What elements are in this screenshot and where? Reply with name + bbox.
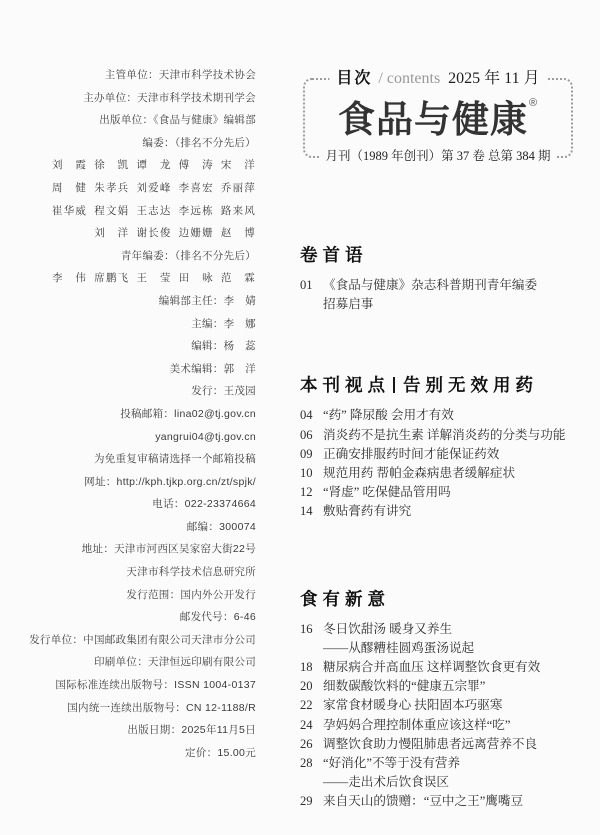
- editorial-board-names-row-2: 周 健 朱孝兵 刘爱峰 李喜宏 乔丽萍: [52, 181, 256, 194]
- editorial-board-label: 编委：（排名不分先后）: [142, 136, 256, 149]
- postal-subscription-code-line: 邮发代号：6-46: [179, 611, 256, 624]
- youth-board-label: 青年编委：（排名不分先后）: [120, 249, 256, 262]
- distribution-person-line: 发行：王茂园: [191, 385, 256, 398]
- page-number: 20: [300, 679, 313, 694]
- toc-section-food-ideas: [300, 586, 578, 812]
- issn-line: 国际标准连续出版物号：ISSN 1004-0137: [55, 679, 256, 692]
- submission-note-line: 为免重复审稿请选择一个邮箱投稿: [94, 453, 256, 466]
- phone-line: 电话：022-23374664: [152, 498, 256, 511]
- editorial-director-line: 编辑部主任：李 婧: [158, 294, 256, 307]
- article-title: “肾虚” 吃保健品管用吗: [323, 485, 451, 500]
- article-title: 糖尿病合并高血压 这样调整饮食更有效: [323, 660, 541, 675]
- editor-line: 编辑：杨 蕊: [191, 340, 256, 353]
- issue-date: 2025 年 11 月: [448, 70, 540, 87]
- masthead-issue-line: [329, 69, 546, 89]
- section-item-list: [300, 406, 578, 521]
- article-title: 消炎药不是抗生素 详解消炎药的分类与功能: [323, 427, 566, 442]
- toc-item: [300, 276, 578, 295]
- article-title: 正确安排服药时间才能保证药效: [323, 446, 500, 461]
- page-number: 10: [300, 466, 313, 481]
- article-title: 敷贴膏药有讲究: [323, 504, 412, 519]
- toc-item: [300, 754, 578, 773]
- section-item-list: [300, 276, 578, 314]
- page-number: 29: [300, 794, 313, 809]
- section-title: 卷首语: [300, 245, 368, 265]
- toc-item: [300, 716, 578, 735]
- page-number: 18: [300, 660, 313, 675]
- article-title: “药” 降尿酸 会用才有效: [323, 408, 454, 423]
- page-number: 01: [300, 278, 313, 292]
- edition-info-line: 月刊（1989 年创刊）第 37 卷 总第 384 期: [319, 147, 556, 166]
- page-number: 26: [300, 736, 313, 751]
- chief-editor-line: 主编：李 娜: [191, 317, 256, 330]
- section-title-topic: 告别无效用药: [403, 375, 538, 396]
- toc-item: [300, 502, 578, 521]
- magazine-logo: [338, 89, 538, 143]
- page-number: 12: [300, 485, 313, 500]
- article-subtitle: ——走出术后饮食误区: [323, 775, 449, 790]
- submission-email-line-1: 投稿邮箱：lina02@tj.gov.cn: [120, 407, 256, 420]
- publish-date-line: 出版日期：2025年11月5日: [127, 724, 256, 737]
- article-title: 细数碳酸饮料的“健康五宗罪”: [323, 679, 486, 694]
- toc-item: [300, 406, 578, 425]
- editorial-board-names-row-1: 刘 霞 徐 凯 谭 龙 傅 涛 宋 洋: [52, 159, 256, 172]
- address-line-2: 天津市科学技术信息研究所: [126, 566, 256, 579]
- distribution-scope-line: 发行范围：国内外公开发行: [126, 588, 256, 601]
- toc-item: [300, 426, 578, 445]
- article-title: 《食品与健康》杂志科普期刊青年编委: [323, 278, 538, 292]
- toc-item: [300, 658, 578, 677]
- masthead-box: [303, 70, 573, 163]
- magazine-logo-text: 食品与健康: [337, 98, 528, 140]
- toc-item: [300, 677, 578, 696]
- editorial-board-names-row-4: 刘 洋 谢长俊 边姗姗 赵 博: [94, 227, 256, 240]
- contents-label: / contents: [378, 70, 441, 87]
- toc-label: 目次: [336, 70, 373, 87]
- toc-item: [300, 445, 578, 464]
- contents-column: [300, 0, 578, 812]
- article-title: “好消化”不等于没有营养: [323, 756, 461, 771]
- youth-board-names-row: 李 伟 席鹏飞 王 莹 田 咏 范 霖: [52, 272, 256, 285]
- page-number: 22: [300, 698, 313, 713]
- toc-section-viewpoint: [300, 372, 578, 521]
- printing-unit-line: 印刷单位：天津恒远印刷有限公司: [94, 656, 256, 669]
- address-line-1: 地址：天津市河西区吴家窑大街22号: [81, 543, 256, 556]
- art-editor-line: 美术编辑：郭 洋: [169, 362, 256, 375]
- organizer-unit-line: 主办单位：天津市科学技术期刊学会: [83, 91, 256, 104]
- toc-section-preface: [300, 242, 578, 314]
- toc-item: [300, 464, 578, 483]
- section-title: 食有新意: [300, 588, 390, 609]
- article-title: 来自天山的馈赠：“豆中之王”鹰嘴豆: [323, 794, 524, 809]
- toc-item: [300, 620, 578, 639]
- page-number: 28: [300, 756, 313, 771]
- toc-item: [300, 735, 578, 754]
- article-title: 调整饮食助力慢阻肺患者远离营养不良: [323, 736, 538, 751]
- article-title: 冬日饮甜汤 暖身又养生: [323, 621, 453, 636]
- page-number: 24: [300, 717, 313, 732]
- postcode-line: 邮编：300074: [186, 520, 256, 533]
- article-subtitle: 招募启事: [323, 297, 374, 312]
- page-number: 14: [300, 504, 313, 519]
- article-subtitle: ——从醪糟桂圆鸡蛋汤说起: [323, 640, 475, 655]
- section-title-main: 本刊视点: [300, 375, 390, 396]
- distribution-unit-line: 发行单位：中国邮政集团有限公司天津市分公司: [29, 633, 256, 646]
- title-divider-bar: [393, 377, 395, 393]
- publisher-info-panel: [28, 64, 256, 764]
- toc-item: [300, 792, 578, 811]
- article-title: 家常食材暖身心 扶阳固本巧驱寒: [323, 698, 503, 713]
- price-line: 定价：15.00元: [185, 746, 256, 759]
- publishing-unit-line: 出版单位：《食品与健康》编辑部: [99, 114, 256, 127]
- editorial-board-names-row-3: 崔华威 程文娟 王志达 李远栋 路来风: [52, 204, 256, 217]
- page-number: 04: [300, 408, 313, 423]
- page-number: 09: [300, 446, 313, 461]
- section-title: [300, 372, 578, 397]
- website-line: 网址：http://kph.tjkp.org.cn/zt/spjk/: [84, 475, 256, 488]
- toc-item: [300, 696, 578, 715]
- section-item-list: [300, 620, 578, 812]
- competent-unit-line: 主管单位：天津市科学技术协会: [104, 69, 256, 81]
- registered-trademark-symbol: ®: [528, 96, 539, 109]
- page-number: 16: [300, 621, 313, 636]
- article-title: 规范用药 帮帕金森病患者缓解症状: [323, 466, 516, 481]
- cn-number-line: 国内统一连续出版物号：CN 12-1188/R: [67, 701, 256, 714]
- page-number: 06: [300, 427, 313, 442]
- toc-item: [300, 483, 578, 502]
- submission-email-line-2: yangrui04@tj.gov.cn: [155, 430, 256, 443]
- article-title: 孕妈妈合理控制体重应该这样“吃”: [323, 717, 511, 732]
